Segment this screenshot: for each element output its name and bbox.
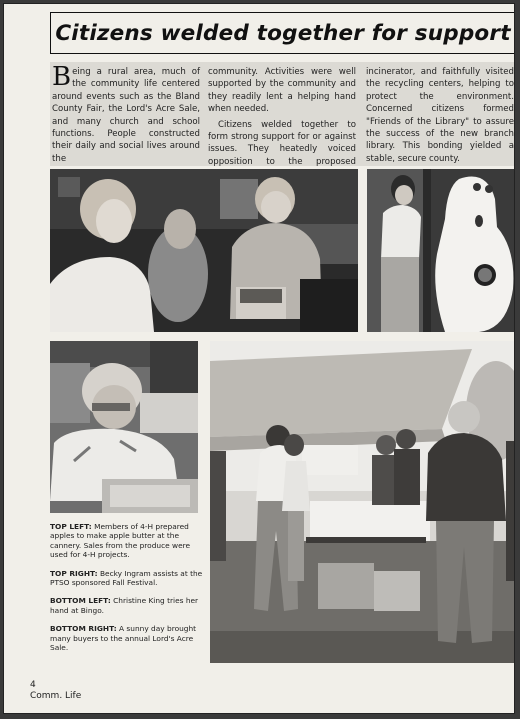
photo-captions	[50, 522, 204, 661]
photo-bottom-right	[210, 341, 515, 663]
column-3-text: incinerator, and faithfully visited the recycling centers, helping to protect the environment. Concerned citizens formed "Friends of the Library" to assure the success of the new branch library. This bonding yielded a stable, secure county.	[366, 67, 514, 164]
article-body	[50, 62, 515, 166]
caption-text: Becky Ingram assists at the PTSO sponsored Fall Festival.	[50, 568, 203, 588]
headline: Citizens welded together for support	[55, 20, 511, 46]
article-column-2	[208, 66, 356, 181]
page-folio	[30, 680, 81, 702]
column-2-paragraph-1: community. Activities were well supported by the community and they readily lent a helping hand when needed.	[208, 67, 356, 115]
section-name: Comm. Life	[30, 691, 82, 701]
headline-box	[50, 12, 515, 54]
page-number: 4	[30, 680, 36, 690]
photo-top-right	[367, 169, 515, 332]
caption-label: BOTTOM LEFT:	[50, 596, 111, 606]
photo-top-left	[50, 169, 358, 332]
caption-label: TOP RIGHT:	[50, 568, 98, 578]
drop-cap: B	[52, 62, 72, 92]
article-column-1	[52, 62, 200, 165]
caption-label: TOP LEFT:	[50, 522, 92, 531]
caption-text: Members of 4-H prepared apples to make apple butter at the cannery. Sales from the produce were used for 4-H projects.	[50, 522, 191, 560]
column-2-paragraph-2: Citizens welded together to form strong support for or against issues. They heatedly voiced opposition to the proposed	[208, 119, 356, 167]
caption-top-right	[50, 569, 204, 588]
caption-bottom-right	[50, 624, 204, 652]
caption-top-left	[50, 522, 204, 560]
column-1-text: eing a rural area, much of the community life centered around events such as the Bland County Fair, the Lord's Acre Sale, and many church and school functions. People constructed their daily and social lives around the	[52, 67, 200, 164]
caption-label: BOTTOM RIGHT:	[50, 624, 117, 634]
caption-text: A sunny day brought many buyers to the annual Lord's Acre Sale.	[50, 624, 197, 653]
caption-text: Christine King tries her hand at Bingo.	[50, 596, 199, 615]
yearbook-page	[3, 3, 515, 714]
photo-bottom-left	[50, 341, 198, 513]
article-column-3	[366, 66, 514, 165]
caption-bottom-left	[50, 596, 204, 615]
